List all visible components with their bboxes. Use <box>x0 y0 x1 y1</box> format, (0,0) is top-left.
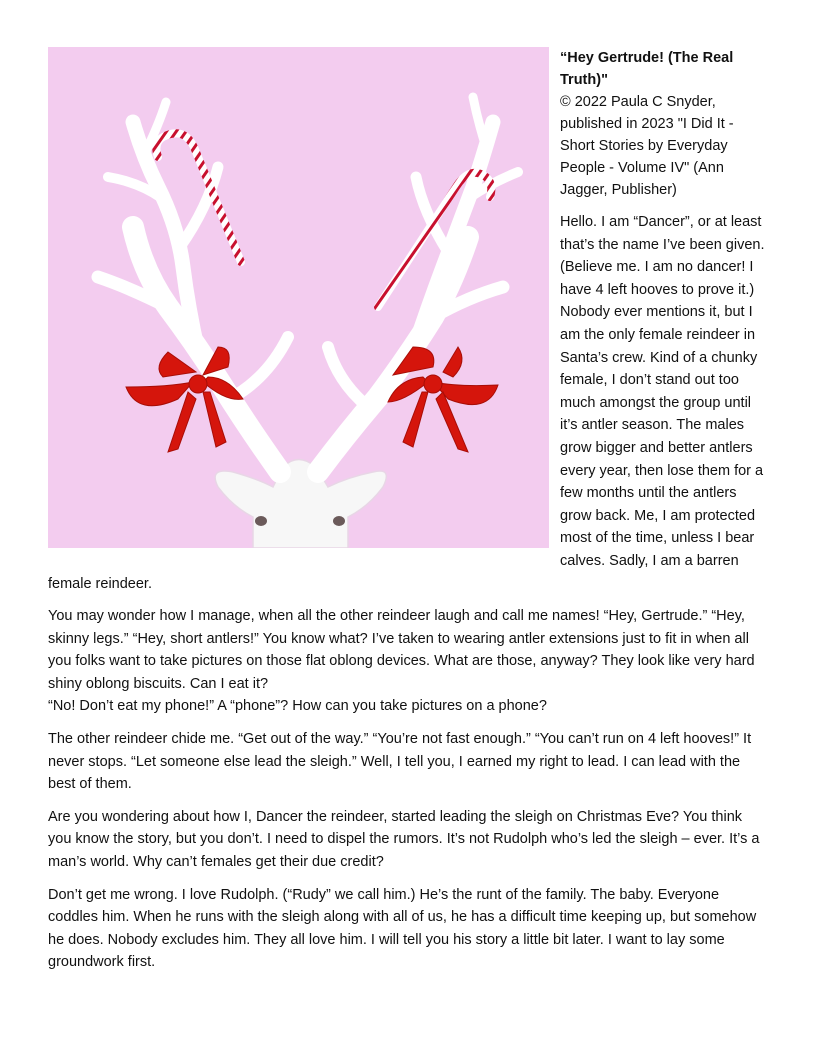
paragraph: Are you wondering about how I, Dancer the reindeer, started leading the sleigh on Christmas Eve? You think you know the story, but you don’t. I need to dispel the rumors. It’s not Rudolph who’s led the sleigh – ever. It’s a man’s world. Why can’t females get their due credit? <box>48 808 760 871</box>
paragraph: You may wonder how I manage, when all the other reindeer laugh and call me names! “Hey, Gertrude.” “Hey, skinny legs.” “Hey, short antlers!” You know what? I’ve taken to wearing antler extensions just to fit in when all you folks want to take pictures on those flat oblong devices. What are those, anyway? They look like very hard shiny oblong biscuits. Can I eat it? <box>48 608 755 692</box>
red-bow-icon <box>388 347 498 452</box>
reindeer-head <box>215 460 386 549</box>
paragraph: Hello. I am “Dancer”, or at least that’s the name I’ve been given. (Believe me. I am no dancer! I have 4 left hooves to prove it.) Nobody ever mentions it, but I am the only female reindeer in Santa’s crew. Kind of a chunky female, I don’t stand out too much amongst the group until it’s antler season. The males grow bigger and better antlers every year, then lose them for a few months until the antlers grow back. Me, I am protected most of the time, unless I bear calves. Sadly, I am a barren female reindeer. <box>48 214 765 592</box>
copyright-credit: © 2022 Paula C Snyder, published in 2023 "I Did It - Short Stories by Everyday People - Volume IV" (Ann Jagger, Publisher) <box>560 94 734 198</box>
antlers-illustration <box>48 47 549 548</box>
paragraph: The other reindeer chide me. “Get out of the way.” “You’re not fast enough.” “You can’t run on 4 left hooves!” It never stops. “Let someone else lead the sleigh.” Well, I tell you, I earned my right to lead. I can lead with the best of them. <box>48 731 752 793</box>
reindeer-antlers-illustration <box>48 47 549 548</box>
document-page <box>48 47 768 984</box>
paragraph: “No! Don’t eat my phone!” A “phone”? How can you take pictures on a phone? <box>48 698 547 715</box>
story-title: “Hey Gertrude! (The Real Truth)" <box>560 50 734 88</box>
left-antler <box>98 102 288 472</box>
paragraph: Don’t get me wrong. I love Rudolph. (“Rudy” we call him.) He’s the runt of the family. The baby. Everyone coddles him. When he runs with the sleigh along with all of us, he has a difficult time keeping up, but somehow he does. Nobody excludes him. They all love him. I will tell you his story a little bit later. I want to lay some groundwork first. <box>48 886 757 971</box>
